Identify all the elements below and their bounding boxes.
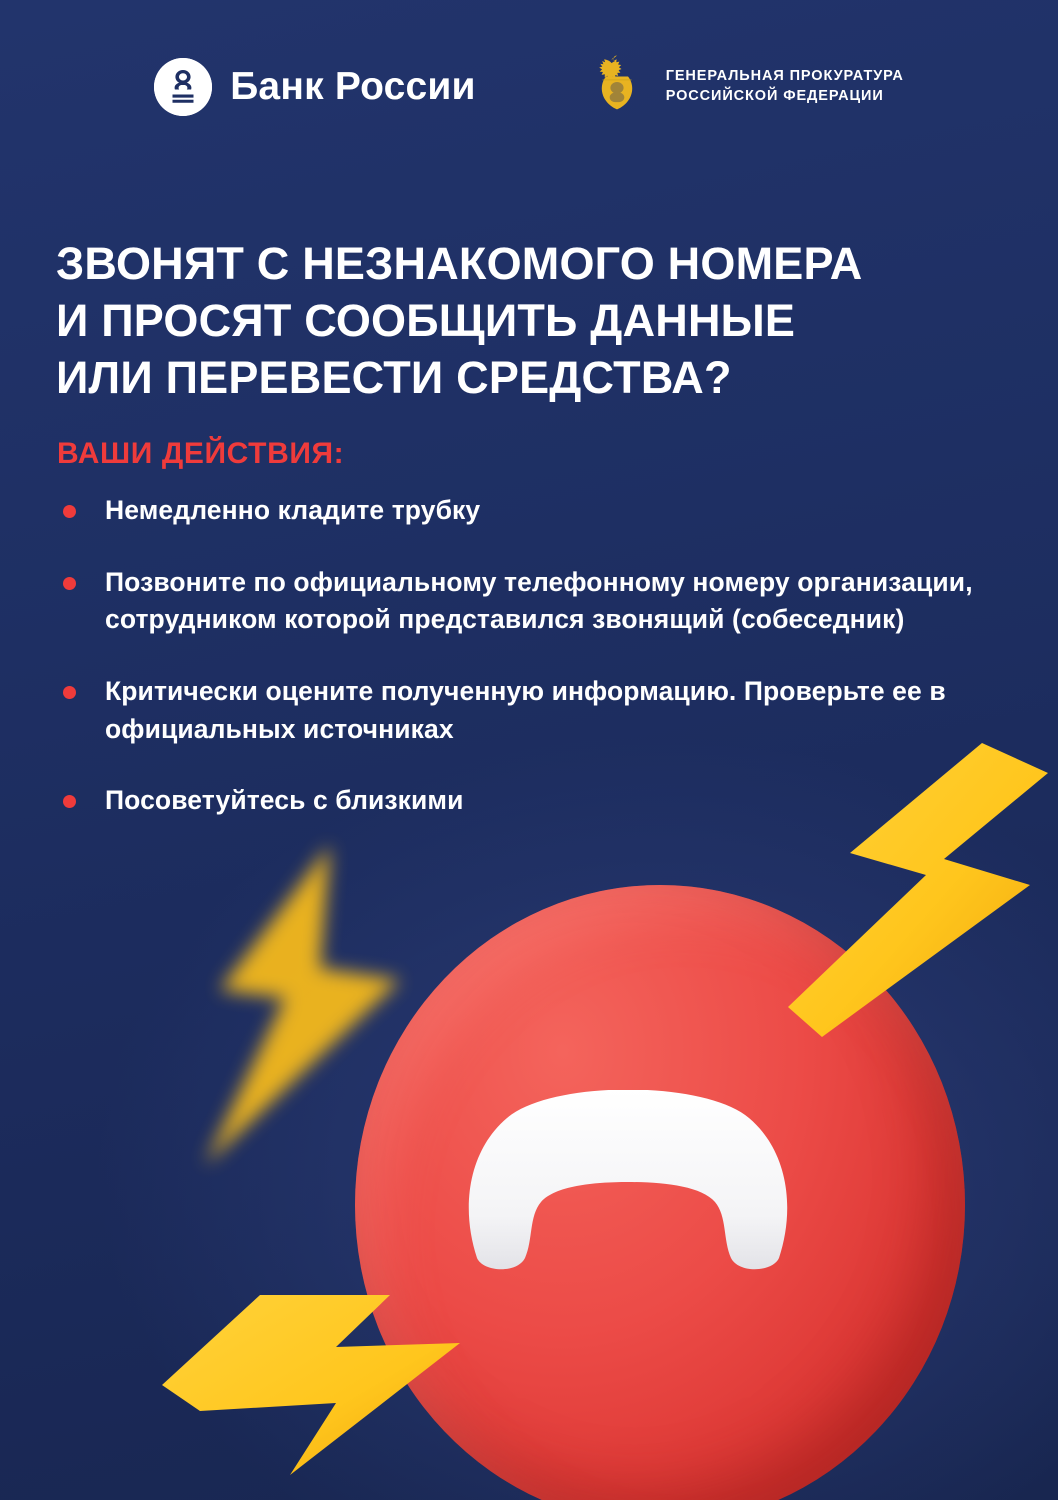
headline-line-2: И ПРОСЯТ СООБЩИТЬ ДАННЫЕ [56,295,796,347]
bank-of-russia-logo [154,58,476,116]
actions-title: ВАШИ ДЕЙСТВИЯ: [57,437,345,470]
double-headed-eagle-icon [586,52,648,122]
logo-header [0,52,1058,122]
prosecutor-general-line1: ГЕНЕРАЛЬНАЯ ПРОКУРАТУРА [665,68,904,85]
list-item: Позвоните по официальному телефонному номеру организации, сотрудником которой представился звонящий (собеседник) [57,564,977,639]
handset-shape-icon [455,1090,800,1270]
headline [56,235,1006,406]
prosecutor-general-label [666,67,904,106]
headline-line-1: ЗВОНЯТ С НЕЗНАКОМОГО НОМЕРА [56,238,863,290]
bank-of-russia-emblem-icon [154,58,212,116]
headline-line-3: ИЛИ ПЕРЕВЕСТИ СРЕДСТВА? [56,352,732,404]
list-item: Посоветуйтесь с близкими [57,782,977,820]
list-item: Критически оцените полученную информацию. Проверьте ее в официальных источниках [57,673,977,748]
prosecutor-general-line2: РОССИЙСКОЙ ФЕДЕРАЦИИ [665,88,884,104]
bank-of-russia-label: Банк России [230,65,476,108]
prosecutor-general-logo [586,52,904,122]
lightning-bolt-icon [140,1285,485,1485]
actions-list [57,492,977,854]
list-item: Немедленно кладите трубку [57,492,977,530]
